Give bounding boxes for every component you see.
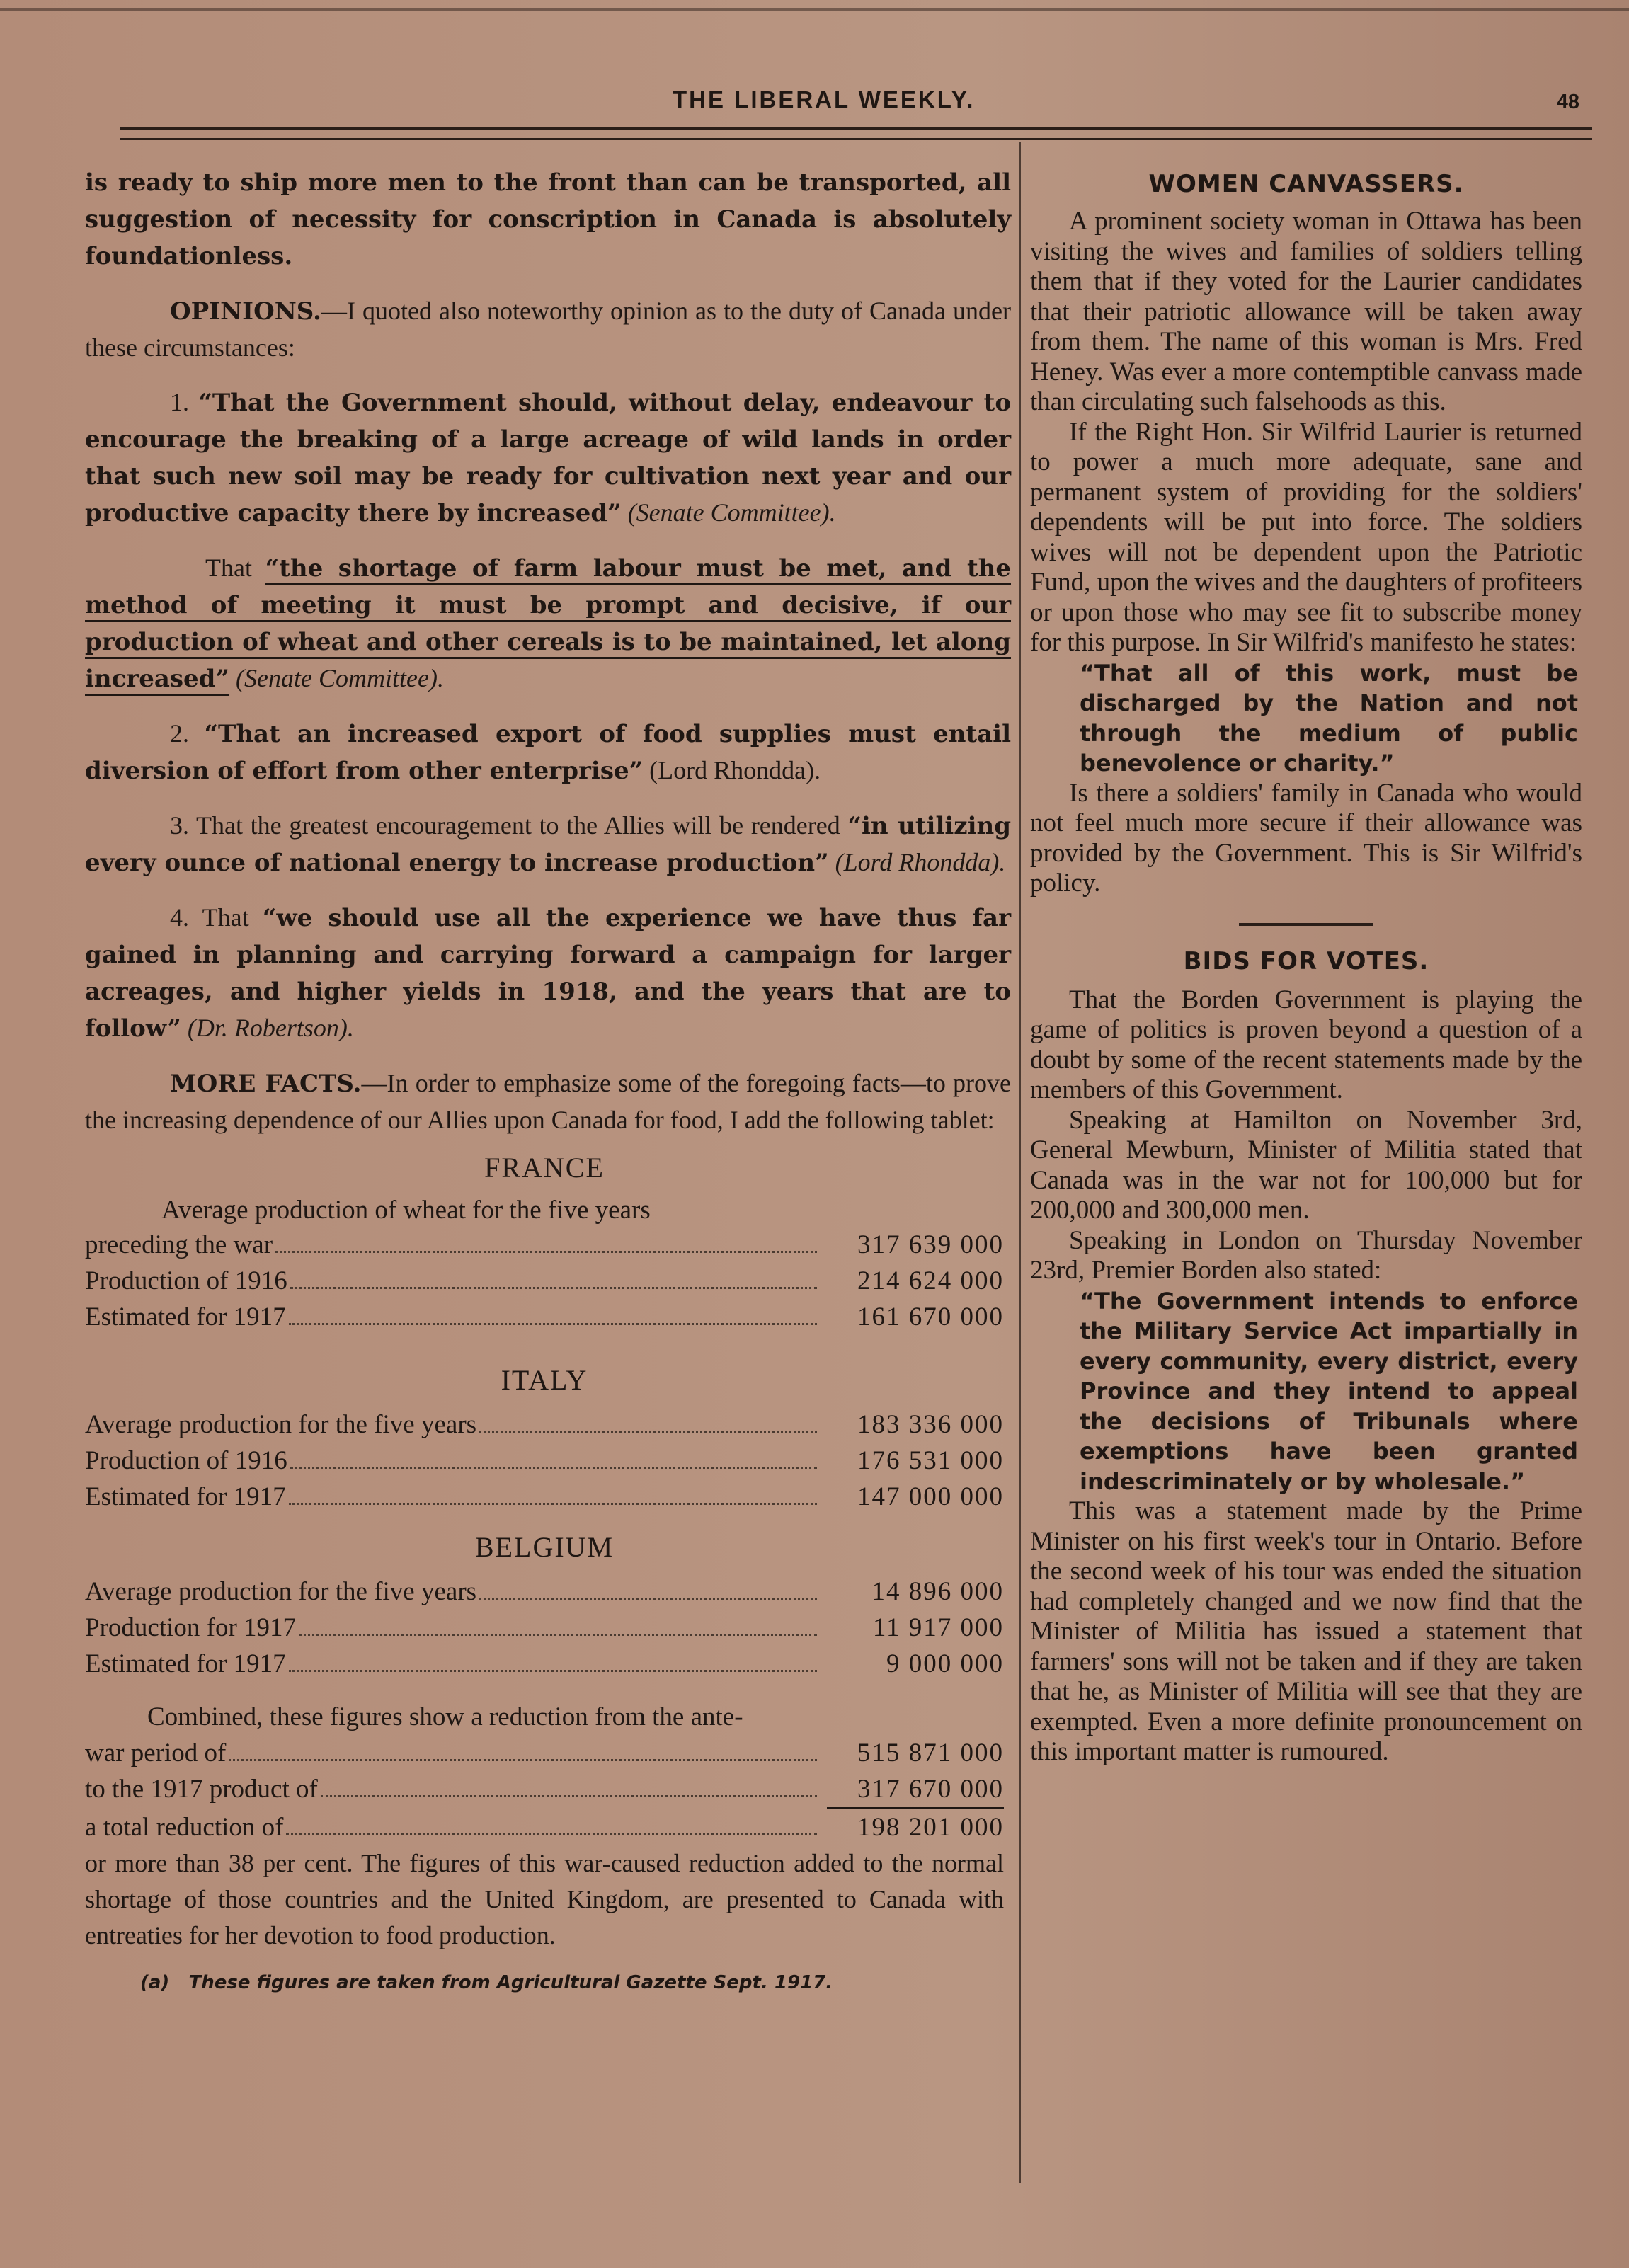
opinions-paragraph: OPINIONS.—I quoted also noteworthy opinion as to the duty of Canada under these circumstances:: [85, 297, 1011, 362]
left-column: [85, 164, 1011, 1993]
table-row: to the 1917 product of 317 670 000: [85, 1771, 1004, 1809]
combined-table: [85, 1699, 1011, 1845]
table-row: Production for 1917 11 917 000: [85, 1613, 1004, 1642]
women-quote: “That all of this work, must be discharged by the Nation and not through the medium of public benevolence or charity.”: [1080, 659, 1578, 777]
women-canvassers-heading: WOMEN CANVASSERS.: [1148, 170, 1464, 198]
table-row: Estimated for 1917 147 000 000: [85, 1482, 1004, 1511]
more-facts-paragraph: MORE FACTS.—In order to emphasize some of the foregoing facts—to prove the increasing dependence of our Allies upon Canada for food, I add the following tablet:: [85, 1069, 1012, 1134]
france-caption: Average production of wheat for the five years: [161, 1196, 651, 1225]
page-number: 48: [1556, 91, 1579, 113]
italy-table: [85, 1363, 1011, 1515]
page-header: [120, 86, 1579, 129]
right-column: [1030, 170, 1582, 1768]
table-row: war period of 515 871 000: [85, 1739, 1004, 1768]
more-facts-heading: MORE FACTS.: [170, 1070, 362, 1098]
table-row: Average production for the five years 14 896 000: [85, 1577, 1004, 1606]
shortage-paragraph: That “the shortage of farm labour must be met, and the method of meeting it must be prompt and decisive, if our production of wheat and other cereals is to be maintained, let along increased” (Senate Committee).: [85, 554, 1011, 693]
section-rule: [1239, 923, 1373, 926]
table-row: Production of 1916 176 531 000: [85, 1446, 1004, 1475]
opinion-item-2: 2. “That an increased export of food supplies must entail diversion of effort from other enterprise” (Lord Rhondda).: [85, 719, 1011, 785]
closing-paragraph: or more than 38 per cent. The figures of this war-caused reduction added to the normal shortage of those countries and the United Kingdom, are presented to Canada with entreaties for her devotion to food production.: [85, 1849, 1004, 1949]
table-row: Estimated for 1917 9 000 000: [85, 1649, 1004, 1678]
opinion-item-4: 4. That “we should use all the experience we have thus far gained in planning and carrying forward a campaign for larger acreages, and higher yields in 1918, and the years that are to follow” (Dr. Robertson).: [85, 903, 1011, 1043]
footnote: (a) These figures are taken from Agricultural Gazette Sept. 1917.: [140, 1972, 833, 1993]
top-edge-rule: [0, 8, 1629, 11]
women-paragraph-3: Is there a soldiers' family in Canada who would not feel much more secure if their allowance was provided by the Government. This is Sir Wilfrid's policy.: [1030, 778, 1582, 898]
opinion-item-3: 3. That the greatest encouragement to the Allies will be rendered “in utilizing every ounce of national energy to increase production” (Lord Rhondda).: [85, 811, 1011, 877]
france-table: [85, 1151, 1011, 1335]
bids-quote: “The Government intends to enforce the Military Service Act impartially in every community, every district, every Province and they intend to appeal the decisions of Tribunals where exemptions have been granted indescriminately or by wholesale.”: [1080, 1287, 1578, 1495]
italy-title: ITALY: [501, 1364, 588, 1396]
bids-paragraph-3: Speaking in London on Thursday November 23rd, Premier Borden also stated:: [1030, 1225, 1582, 1285]
intro-paragraph: is ready to ship more men to the front than can be transported, all suggestion of necessity for conscription in Canada is absolutely foundationless.: [85, 168, 1011, 270]
bids-paragraph-4: This was a statement made by the Prime Minister on his first week's tour in Ontario. Before the second week of his tour was ended the situation had completely changed and we now find that the Minister of Militia has issued a statement that farmers' sons will not be taken and if they are taken that he, as Minister of Militia will see that they are exempted. Even a more definite pronouncement on this important matter is rumoured.: [1030, 1496, 1582, 1766]
belgium-title: BELGIUM: [474, 1531, 615, 1563]
women-paragraph-2: If the Right Hon. Sir Wilfrid Laurier is returned to power a much more adequate, sane and permanent system of providing for the soldiers' dependents will be put into force. The soldiers wives will not be dependent upon the Patriotic Fund, upon the wives and the daughters of profiteers or upon those who may see fit to subscribe money for this purpose. In Sir Wilfrid's manifesto he states:: [1030, 417, 1582, 657]
belgium-table: [85, 1530, 1011, 1682]
table-row: Estimated for 1917 161 670 000: [85, 1302, 1004, 1331]
column-divider: [1019, 142, 1021, 2183]
table-row: Average production for the five years 183 336 000: [85, 1410, 1004, 1439]
bids-for-votes-heading: BIDS FOR VOTES.: [1183, 946, 1429, 975]
france-title: FRANCE: [484, 1152, 605, 1184]
combined-intro: Combined, these figures show a reduction from the ante-: [147, 1702, 743, 1731]
header-rule: [120, 127, 1592, 140]
table-row: a total reduction of 198 201 000: [85, 1813, 1004, 1842]
opinion-item-1: 1. “That the Government should, without delay, endeavour to encourage the breaking of a large acreage of wild lands in order that such new soil may be ready for cultivation next year and our productive capacity there by increased” (Senate Committee).: [85, 388, 1012, 527]
running-head: THE LIBERAL WEEKLY.: [673, 86, 976, 113]
table-row: Production of 1916 214 624 000: [85, 1266, 1004, 1295]
table-row: preceding the war 317 639 000: [85, 1230, 1004, 1259]
bids-paragraph-2: Speaking at Hamilton on November 3rd, General Mewburn, Minister of Militia stated that Canada was in the war not for 100,000 but for 200,000 and 300,000 men.: [1030, 1105, 1582, 1225]
bids-paragraph-1: That the Borden Government is playing the game of politics is proven beyond a question of a doubt by some of the recent statements made by the members of this Government.: [1030, 985, 1582, 1104]
opinions-heading: OPINIONS.: [170, 297, 321, 326]
women-paragraph-1: A prominent society woman in Ottawa has been visiting the wives and families of soldiers telling them that if they voted for the Laurier candidates that their patriotic allowance will be taken away from them. The name of this woman is Mrs. Fred Heney. Was ever a more contemptible canvass made than circulating such falsehoods as this.: [1030, 207, 1582, 416]
